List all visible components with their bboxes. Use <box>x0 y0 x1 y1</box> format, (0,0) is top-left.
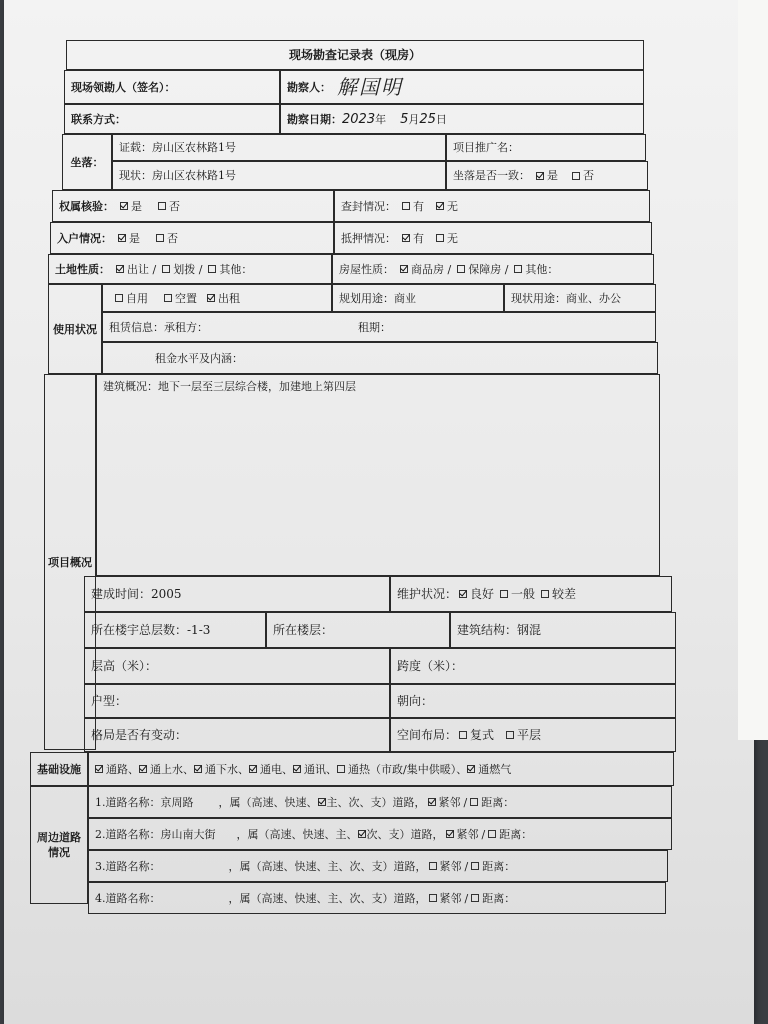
lease-info-field[interactable] <box>102 312 656 342</box>
use-self-label: 自用 <box>126 291 148 305</box>
road-2-prefix: 2.道路名称： <box>95 827 161 841</box>
road-2-separator: / <box>481 827 486 841</box>
road-1-branch: 支 <box>370 795 382 809</box>
maint-good-checkbox[interactable] <box>459 590 467 598</box>
use-status-label: 使用状况 <box>48 284 102 374</box>
infra-label: 基础设施 <box>30 752 88 786</box>
infra-power-label: 通电、 <box>260 762 293 776</box>
lease-term-label: 租期： <box>358 320 391 334</box>
space-layout-field[interactable] <box>390 718 676 752</box>
road-2-secondary-checkbox[interactable] <box>358 830 366 838</box>
contact-label: 联系方式： <box>71 112 126 126</box>
use-self-checkbox[interactable] <box>115 294 123 302</box>
rent-level-field[interactable] <box>102 342 658 374</box>
road-4-prefix: 4.道路名称： <box>95 891 161 905</box>
location-label: 坐落： <box>62 134 112 190</box>
road-3-branch: 支 <box>371 859 383 873</box>
date-year: 2023 <box>342 111 376 127</box>
built-time: 建成时间：2005 <box>84 576 390 612</box>
road-2-class-end: ）道路， <box>399 827 444 841</box>
use-status-options[interactable] <box>102 284 332 312</box>
layout-flat-checkbox[interactable] <box>506 731 514 739</box>
road-3-adjacent-checkbox[interactable] <box>429 862 437 870</box>
span-field[interactable] <box>390 648 676 684</box>
structure: 建筑结构：钢混 <box>450 612 676 648</box>
mortgage-none-checkbox[interactable] <box>436 234 444 242</box>
guide-signature-field[interactable] <box>64 70 280 104</box>
road-2-branch: 支 <box>388 827 400 841</box>
infra-heating-label: 通热（市政/集中供暖）、 <box>348 762 468 776</box>
entry-field[interactable] <box>50 222 334 254</box>
date-month: 5 <box>400 111 409 127</box>
road-1-distance-label: 距离： <box>481 795 515 809</box>
land-allot-label: 划拨 <box>173 262 196 276</box>
infra-drainage-checkbox[interactable] <box>194 765 202 773</box>
road-1-prefix: 1.道路名称： <box>95 795 161 809</box>
infra-heating-checkbox[interactable] <box>337 765 345 773</box>
seizure-label: 查封情况： <box>341 199 396 213</box>
floor-height-field[interactable] <box>84 648 390 684</box>
infra-road-checkbox[interactable] <box>95 765 103 773</box>
house-commercial-checkbox[interactable] <box>400 265 408 273</box>
mortgage-field[interactable] <box>334 222 652 254</box>
maint-normal-checkbox[interactable] <box>500 590 508 598</box>
infra-power-checkbox[interactable] <box>249 765 257 773</box>
surveyor-field[interactable] <box>280 70 644 104</box>
layout-duplex-label: 复式 <box>470 728 495 742</box>
road-1-distance-checkbox[interactable] <box>470 798 478 806</box>
promo-name-label: 项目推广名： <box>453 141 519 154</box>
infra-road-label: 通路、 <box>106 762 139 776</box>
road-1-adjacent-label: 紧邻 <box>438 795 461 809</box>
mortgage-label: 抵押情况： <box>341 231 396 245</box>
land-sell-checkbox[interactable] <box>116 265 124 273</box>
road-2-secondary: 次 <box>366 827 378 841</box>
use-rent-checkbox[interactable] <box>207 294 215 302</box>
road-2-distance-label: 距离： <box>499 827 533 841</box>
mortgage-has-checkbox[interactable] <box>402 234 410 242</box>
maint-normal-label: 一般 <box>511 587 536 601</box>
building-overview: 建筑概况：地下一层至三层综合楼，加建地上第四层 <box>96 374 660 576</box>
house-affordable-checkbox[interactable] <box>457 265 465 273</box>
floor-field[interactable] <box>266 612 450 648</box>
adjacent-paper <box>738 0 768 740</box>
orientation-field[interactable] <box>390 684 676 718</box>
ownership-label: 权属核验： <box>59 199 114 213</box>
house-affordable-label: 保障房 <box>468 262 502 276</box>
road-row-2[interactable]: 2.道路名称： 房山南大街 ，属（高速、快速、 主 、 次 、 支 ）道路， 紧邻 / 距离： <box>88 818 672 850</box>
guide-label: 现场领勘人（签名）： <box>71 80 176 94</box>
road-1-class-end: ）道路， <box>381 795 426 809</box>
ownership-no-label: 否 <box>169 199 180 213</box>
land-other-label: 其他： <box>219 262 253 276</box>
floor-label: 所在楼层： <box>273 623 334 637</box>
maint-poor-checkbox[interactable] <box>541 590 549 598</box>
seizure-none-checkbox[interactable] <box>436 202 444 210</box>
house-nature-label: 房屋性质： <box>339 262 394 276</box>
consistent-no-label: 否 <box>583 169 594 182</box>
house-nature-field[interactable]: 房屋性质： 商品房 / 保障房 / 其他： <box>332 254 654 284</box>
consistent-yes-label: 是 <box>547 169 558 182</box>
infra-telecom-label: 通讯、 <box>304 762 337 776</box>
use-vacant-checkbox[interactable] <box>164 294 172 302</box>
road-1-main-checkbox[interactable] <box>318 798 326 806</box>
road-1-class-prefix: ，属（高速、快速、 <box>218 795 318 809</box>
land-sell-label: 出让 <box>127 262 149 276</box>
date-label: 勘察日期： <box>287 112 342 126</box>
entry-yes-checkbox[interactable] <box>118 234 126 242</box>
location-consistent-field[interactable] <box>446 161 648 190</box>
seizure-field[interactable] <box>334 190 650 222</box>
layout-flat-label: 平层 <box>517 728 542 742</box>
seizure-none-label: 无 <box>447 199 458 213</box>
layout-change-field[interactable] <box>84 718 390 752</box>
planned-use: 规划用途：商业 <box>332 284 504 312</box>
space-layout-label: 空间布局： <box>397 728 458 742</box>
unit-type-field[interactable] <box>84 684 390 718</box>
entry-no-label: 否 <box>167 231 178 245</box>
contact-field[interactable] <box>64 104 280 134</box>
promo-name-field[interactable] <box>446 134 646 161</box>
form-title: 现场勘查记录表（现房） <box>66 40 644 70</box>
road-2-adjacent-label: 紧邻 <box>456 827 479 841</box>
maint-poor-label: 较差 <box>552 587 577 601</box>
actual-location: 现状：房山区农林路1号 <box>112 161 446 190</box>
road-4-adjacent-label: 紧邻 <box>439 891 462 905</box>
road-3-separator: / <box>464 859 469 873</box>
mortgage-none-label: 无 <box>447 231 458 245</box>
road-4-separator: / <box>464 891 469 905</box>
road-4-class-end: ）道路， <box>382 891 427 905</box>
infra-options[interactable] <box>88 752 674 786</box>
road-3-main: 主 <box>327 859 339 873</box>
land-nature-label: 土地性质： <box>55 262 110 276</box>
surveyor-label: 勘察人： <box>287 80 331 94</box>
land-allot-checkbox[interactable] <box>162 265 170 273</box>
use-vacant-label: 空置 <box>175 291 197 305</box>
survey-date-field[interactable] <box>280 104 644 134</box>
road-3-distance-label: 距离： <box>482 859 516 873</box>
infra-gas-checkbox[interactable] <box>467 765 475 773</box>
road-2-class-prefix: ，属（高速、快速、 <box>236 827 336 841</box>
seizure-has-label: 有 <box>413 199 424 213</box>
road-3-class-prefix: ，属（高速、快速、 <box>228 859 328 873</box>
land-nature-field[interactable]: 土地性质： 出让 / 划拨 / 其他： <box>48 254 332 284</box>
road-3-distance-checkbox[interactable] <box>471 862 479 870</box>
land-other-checkbox[interactable] <box>208 265 216 273</box>
consistent-no-checkbox[interactable] <box>572 172 580 180</box>
infra-gas-label: 通燃气 <box>478 762 512 776</box>
date-month-unit: 月 <box>408 112 420 126</box>
floor-height-label: 层高（米）： <box>91 659 158 673</box>
ownership-yes-label: 是 <box>131 199 142 213</box>
road-row-4[interactable]: 4.道路名称： ，属（高速、快速、 主 、 次 、 支 ）道路， 紧邻 / 距离： <box>88 882 666 914</box>
consistent-label: 坐落是否一致： <box>453 169 530 182</box>
ownership-no-checkbox[interactable] <box>158 202 166 210</box>
entry-yes-label: 是 <box>129 231 140 245</box>
orientation-label: 朝向： <box>397 694 434 708</box>
date-day-unit: 日 <box>435 112 447 126</box>
road-4-distance-checkbox[interactable] <box>471 894 479 902</box>
road-1-main: 主 <box>326 795 338 809</box>
road-row-1[interactable]: 1.道路名称： 京周路 ，属（高速、快速、 主 、 次 、 支 ）道路， 紧邻 / 距离： <box>88 786 672 818</box>
consistent-yes-checkbox[interactable] <box>536 172 544 180</box>
maintenance-field[interactable] <box>390 576 672 612</box>
road-3-secondary: 次 <box>349 859 361 873</box>
road-1-adjacent-checkbox[interactable] <box>428 798 436 806</box>
cert-location: 证载：房山区农林路1号 <box>112 134 446 161</box>
road-4-secondary: 次 <box>349 891 361 905</box>
current-use: 现状用途：商业、办公 <box>504 284 656 312</box>
ownership-check-field[interactable] <box>52 190 334 222</box>
road-1-separator: / <box>463 795 468 809</box>
ownership-yes-checkbox[interactable] <box>120 202 128 210</box>
span-label: 跨度（米）： <box>397 659 464 673</box>
layout-change-label: 格局是否有变动： <box>91 728 188 742</box>
unit-type-label: 户型： <box>91 694 128 708</box>
maint-good-label: 良好 <box>470 587 495 601</box>
date-day: 25 <box>419 111 436 127</box>
road-4-main: 主 <box>327 891 339 905</box>
rent-level-label: 租金水平及内涵： <box>155 351 243 365</box>
house-other-checkbox[interactable] <box>514 265 522 273</box>
seizure-has-checkbox[interactable] <box>402 202 410 210</box>
infra-telecom-checkbox[interactable] <box>293 765 301 773</box>
road-1-name: 京周路 <box>160 795 194 809</box>
house-commercial-label: 商品房 <box>411 262 444 276</box>
project-overview-label: 项目概况 <box>44 374 96 750</box>
maintenance-label: 维护状况： <box>397 587 458 601</box>
road-3-class-end: ）道路， <box>382 859 427 873</box>
entry-label: 入户情况： <box>57 231 112 245</box>
infra-water-supply-label: 通上水、 <box>150 762 194 776</box>
entry-no-checkbox[interactable] <box>156 234 164 242</box>
road-2-adjacent-checkbox[interactable] <box>446 830 454 838</box>
road-4-distance-label: 距离： <box>482 891 516 905</box>
total-floors: 所在楼宇总层数：-1-3 <box>84 612 266 648</box>
date-year-unit: 年 <box>375 112 387 126</box>
road-4-class-prefix: ，属（高速、快速、 <box>228 891 328 905</box>
road-1-secondary: 次 <box>348 795 360 809</box>
road-row-3[interactable]: 3.道路名称： ，属（高速、快速、 主 、 次 、 支 ）道路， 紧邻 / 距离： <box>88 850 668 882</box>
infra-drainage-label: 通下水、 <box>205 762 249 776</box>
road-2-name: 房山南大街 <box>160 827 216 841</box>
use-rent-label: 出租 <box>218 291 240 305</box>
road-3-adjacent-label: 紧邻 <box>439 859 462 873</box>
road-2-main: 主 <box>335 827 347 841</box>
road-2-distance-checkbox[interactable] <box>488 830 496 838</box>
roads-label: 周边道路情况 <box>30 786 88 904</box>
road-3-prefix: 3.道路名称： <box>95 859 161 873</box>
surveyor-signature: 解国明 <box>337 75 403 99</box>
house-other-label: 其他： <box>525 262 559 276</box>
infra-water-supply-checkbox[interactable] <box>139 765 147 773</box>
mortgage-has-label: 有 <box>413 231 424 245</box>
lease-info-label: 租赁信息：承租方： <box>109 320 208 334</box>
road-4-adjacent-checkbox[interactable] <box>429 894 437 902</box>
layout-duplex-checkbox[interactable] <box>459 731 467 739</box>
road-4-branch: 支 <box>371 891 383 905</box>
